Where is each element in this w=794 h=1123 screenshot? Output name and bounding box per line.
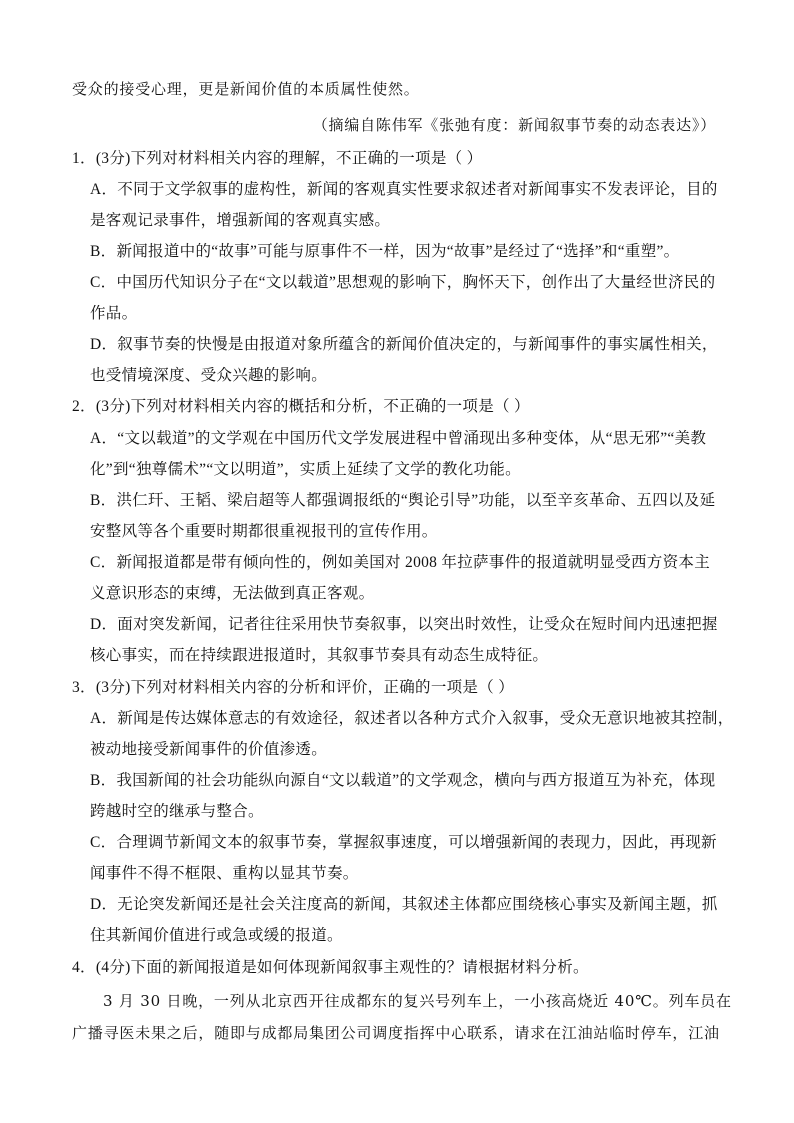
passage-line-2: 广播寻医未果之后，随即与成都局集团公司调度指挥中心联系，请求在江油站临时停车，江油 bbox=[72, 1024, 720, 1042]
question-2-stem: 2．(3分)下列对材料相关内容的概括和分析，不正确的一项是（ ） bbox=[72, 398, 530, 415]
q1-option-c: C．中国历代知识分子在“文以载道”思想观的影响下，胸怀天下，创作出了大量经世济民的 bbox=[90, 274, 716, 291]
q1-option-d-cont: 也受情境深度、受众兴趣的影响。 bbox=[90, 367, 328, 384]
q2-option-d-cont: 核心事实，而在持续跟进报道时，其叙事节奏具有动态生成特征。 bbox=[90, 647, 549, 664]
q2-option-b-cont: 安整风等各个重要时期都很重视报刊的宣传作用。 bbox=[90, 523, 438, 540]
passage-line-1: 3 月 30 日晚，一列从北京西开往成都东的复兴号列车上，一小孩高烧近 40℃。列车员在 bbox=[103, 992, 732, 1010]
q3-option-d-cont: 住其新闻价值进行或急或缓的报道。 bbox=[90, 927, 343, 944]
q1-option-b: B．新闻报道中的“故事”可能与原事件不一样，因为“故事”是经过了“选择”和“重塑”。 bbox=[90, 243, 680, 260]
q2-option-a-cont: 化”到“独尊儒术”“文以明道”，实质上延续了文学的教化功能。 bbox=[90, 461, 521, 478]
q3-option-d: D．无论突发新闻还是社会关注度高的新闻，其叙述主体都应围绕核心事实及新闻主题，抓 bbox=[90, 896, 718, 913]
source-citation: （摘编自陈伟军《张弛有度：新闻叙事节奏的动态表达》） bbox=[312, 116, 716, 134]
q3-option-a: A．新闻是传达媒体意志的有效途径，叙述者以各种方式介入叙事，受众无意识地被其控制， bbox=[90, 710, 734, 727]
q1-option-a: A．不同于文学叙事的虚构性，新闻的客观真实性要求叙述者对新闻事实不发表评论，目的 bbox=[90, 181, 718, 198]
q1-option-d: D．叙事节奏的快慢是由报道对象所蕴含的新闻价值决定的，与新闻事件的事实属性相关， bbox=[90, 336, 718, 353]
q3-option-a-cont: 被动地接受新闻事件的价值渗透。 bbox=[90, 741, 328, 758]
q2-option-c: C．新闻报道都是带有倾向性的，例如美国对 2008 年拉萨事件的报道就明显受西方资本主 bbox=[90, 554, 710, 571]
q3-option-b: B．我国新闻的社会功能纵向源自“文以载道”的文学观念，横向与西方报道互为补充，体现 bbox=[90, 772, 716, 789]
question-4-stem: 4．(4分)下面的新闻报道是如何体现新闻叙事主观性的？请根据材料分析。 bbox=[72, 959, 589, 976]
question-3-stem: 3．(3分)下列对材料相关内容的分析和评价，正确的一项是（ ） bbox=[72, 679, 514, 696]
q3-option-c-cont: 闻事件不得不框限、重构以显其节奏。 bbox=[90, 865, 359, 882]
intro-text: 受众的接受心理，更是新闻价值的本质属性使然。 bbox=[72, 80, 420, 98]
q2-option-a: A．“文以载道”的文学观在中国历代文学发展进程中曾涌现出多种变体，从“思无邪”“美教 bbox=[90, 430, 707, 447]
q1-option-a-cont: 是客观记录事件，增强新闻的客观真实感。 bbox=[90, 212, 391, 229]
q2-option-c-cont: 义意识形态的束缚，无法做到真正客观。 bbox=[90, 585, 375, 602]
q3-option-b-cont: 跨越时空的继承与整合。 bbox=[90, 803, 264, 820]
q3-option-c: C．合理调节新闻文本的叙事节奏，掌握叙事速度，可以增强新闻的表现力，因此，再现新 bbox=[90, 834, 717, 851]
q2-option-d: D．面对突发新闻，记者往往采用快节奏叙事，以突出时效性，让受众在短时间内迅速把握 bbox=[90, 616, 718, 633]
q2-option-b: B．洪仁玕、王韬、梁启超等人都强调报纸的“舆论引导”功能，以至辛亥革命、五四以及延 bbox=[90, 492, 716, 509]
q1-option-c-cont: 作品。 bbox=[90, 305, 138, 322]
question-1-stem: 1．(3分)下列对材料相关内容的理解，不正确的一项是（ ） bbox=[72, 150, 483, 167]
